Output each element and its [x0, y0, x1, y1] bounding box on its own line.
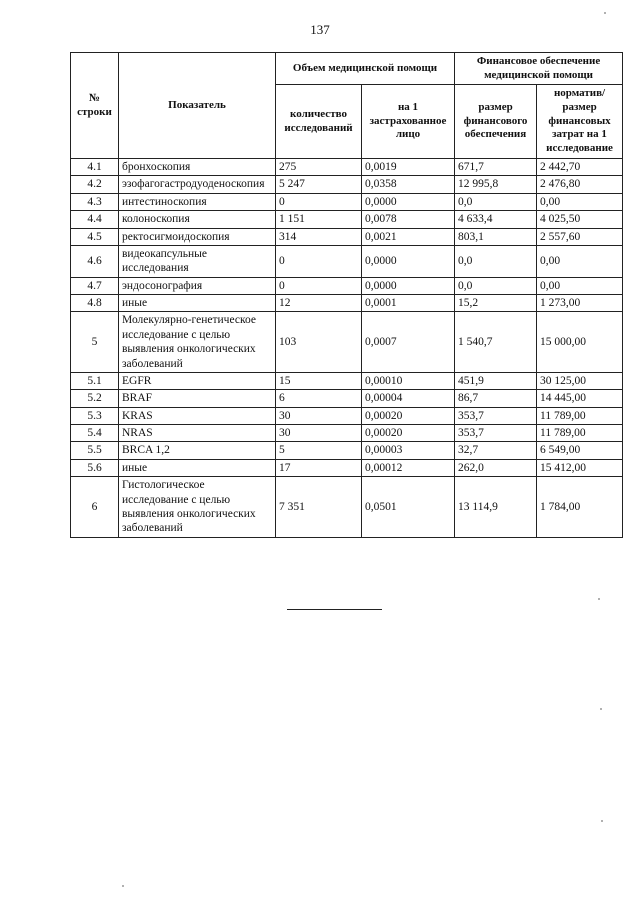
cell-indicator: BRAF	[119, 390, 276, 407]
cell-norm-cost: 0,00	[537, 193, 623, 210]
cell-row-number: 4.6	[71, 245, 119, 277]
cell-per-insured: 0,00004	[362, 390, 455, 407]
table-row	[71, 477, 623, 538]
cell-norm-cost: 14 445,00	[537, 390, 623, 407]
cell-norm-cost: 2 476,80	[537, 176, 623, 193]
cell-indicator: иные	[119, 295, 276, 312]
cell-indicator: NRAS	[119, 425, 276, 442]
cell-row-number: 6	[71, 477, 119, 538]
cell-norm-cost: 0,00	[537, 277, 623, 294]
cell-finance-size: 15,2	[455, 295, 537, 312]
cell-per-insured: 0,0000	[362, 245, 455, 277]
cell-count: 275	[276, 159, 362, 176]
table-row	[71, 442, 623, 459]
cell-per-insured: 0,00020	[362, 425, 455, 442]
cell-row-number: 5.3	[71, 407, 119, 424]
cell-row-number: 5	[71, 312, 119, 373]
cell-row-number: 4.5	[71, 228, 119, 245]
cell-indicator: Гистологическое исследование с целью выявления онкологических заболеваний	[119, 477, 276, 538]
cell-finance-size: 0,0	[455, 245, 537, 277]
cell-count: 6	[276, 390, 362, 407]
cell-row-number: 5.1	[71, 372, 119, 389]
scan-speck	[604, 12, 606, 14]
cell-norm-cost: 1 784,00	[537, 477, 623, 538]
cell-norm-cost: 4 025,50	[537, 211, 623, 228]
cell-norm-cost: 0,00	[537, 245, 623, 277]
scan-speck	[601, 820, 603, 822]
cell-indicator: иные	[119, 459, 276, 476]
header-finance-group: Финансовое обеспечение медицинской помощи	[455, 53, 623, 85]
cell-indicator: эзофагогастродуоденоскопия	[119, 176, 276, 193]
cell-indicator: колоноскопия	[119, 211, 276, 228]
scan-speck	[598, 598, 600, 600]
closing-rule	[287, 609, 382, 610]
cell-per-insured: 0,0001	[362, 295, 455, 312]
table-row	[71, 407, 623, 424]
cell-count: 0	[276, 277, 362, 294]
cell-norm-cost: 6 549,00	[537, 442, 623, 459]
cell-per-insured: 0,0021	[362, 228, 455, 245]
cell-per-insured: 0,0501	[362, 477, 455, 538]
cell-count: 5 247	[276, 176, 362, 193]
scan-speck	[122, 885, 124, 887]
header-norm-cost: норматив/размер финансовых затрат на 1 исследование	[537, 85, 623, 159]
table-row	[71, 372, 623, 389]
cell-per-insured: 0,00020	[362, 407, 455, 424]
cell-finance-size: 86,7	[455, 390, 537, 407]
cell-indicator: KRAS	[119, 407, 276, 424]
cell-row-number: 4.8	[71, 295, 119, 312]
cell-count: 17	[276, 459, 362, 476]
table-row	[71, 176, 623, 193]
cell-row-number: 5.6	[71, 459, 119, 476]
cell-indicator: BRCA 1,2	[119, 442, 276, 459]
cell-row-number: 4.7	[71, 277, 119, 294]
cell-per-insured: 0,0000	[362, 277, 455, 294]
table-row	[71, 459, 623, 476]
cell-norm-cost: 30 125,00	[537, 372, 623, 389]
cell-finance-size: 353,7	[455, 425, 537, 442]
header-row-number: № строки	[71, 53, 119, 159]
table-row	[71, 312, 623, 373]
cell-count: 30	[276, 407, 362, 424]
cell-row-number: 4.4	[71, 211, 119, 228]
table-row	[71, 295, 623, 312]
cell-count: 30	[276, 425, 362, 442]
cell-norm-cost: 11 789,00	[537, 425, 623, 442]
table-body	[71, 159, 623, 538]
table-row	[71, 228, 623, 245]
cell-count: 12	[276, 295, 362, 312]
cell-norm-cost: 15 000,00	[537, 312, 623, 373]
header-volume-group: Объем медицинской помощи	[276, 53, 455, 85]
cell-row-number: 4.3	[71, 193, 119, 210]
header-per-insured: на 1 застрахованное лицо	[362, 85, 455, 159]
cell-row-number: 5.5	[71, 442, 119, 459]
scan-speck	[600, 708, 602, 710]
medical-care-table	[70, 52, 623, 538]
cell-per-insured: 0,0078	[362, 211, 455, 228]
table-row	[71, 211, 623, 228]
table-row	[71, 193, 623, 210]
cell-finance-size: 1 540,7	[455, 312, 537, 373]
table-row	[71, 277, 623, 294]
header-count: количество исследований	[276, 85, 362, 159]
cell-count: 15	[276, 372, 362, 389]
cell-indicator: интестиноскопия	[119, 193, 276, 210]
table-row	[71, 425, 623, 442]
cell-indicator: EGFR	[119, 372, 276, 389]
table-row	[71, 390, 623, 407]
cell-norm-cost: 2 557,60	[537, 228, 623, 245]
cell-finance-size: 803,1	[455, 228, 537, 245]
cell-norm-cost: 15 412,00	[537, 459, 623, 476]
cell-count: 0	[276, 193, 362, 210]
header-finance-size: размер финансового обеспечения	[455, 85, 537, 159]
table-row	[71, 245, 623, 277]
cell-count: 1 151	[276, 211, 362, 228]
cell-indicator: бронхоскопия	[119, 159, 276, 176]
cell-finance-size: 12 995,8	[455, 176, 537, 193]
cell-per-insured: 0,0000	[362, 193, 455, 210]
cell-per-insured: 0,00012	[362, 459, 455, 476]
cell-norm-cost: 1 273,00	[537, 295, 623, 312]
cell-count: 7 351	[276, 477, 362, 538]
cell-finance-size: 13 114,9	[455, 477, 537, 538]
cell-row-number: 5.2	[71, 390, 119, 407]
cell-finance-size: 0,0	[455, 193, 537, 210]
cell-count: 103	[276, 312, 362, 373]
cell-count: 314	[276, 228, 362, 245]
cell-indicator: Молекулярно-генетическое исследование с целью выявления онкологических заболеваний	[119, 312, 276, 373]
cell-indicator: ректосигмоидоскопия	[119, 228, 276, 245]
cell-per-insured: 0,0007	[362, 312, 455, 373]
cell-per-insured: 0,0358	[362, 176, 455, 193]
cell-norm-cost: 2 442,70	[537, 159, 623, 176]
table-row	[71, 159, 623, 176]
page-number: 137	[310, 22, 330, 37]
header-indicator: Показатель	[119, 53, 276, 159]
cell-finance-size: 353,7	[455, 407, 537, 424]
cell-per-insured: 0,0019	[362, 159, 455, 176]
cell-per-insured: 0,00003	[362, 442, 455, 459]
cell-finance-size: 262,0	[455, 459, 537, 476]
cell-per-insured: 0,00010	[362, 372, 455, 389]
cell-indicator: эндосонография	[119, 277, 276, 294]
cell-finance-size: 451,9	[455, 372, 537, 389]
cell-count: 0	[276, 245, 362, 277]
cell-row-number: 4.2	[71, 176, 119, 193]
cell-count: 5	[276, 442, 362, 459]
cell-finance-size: 4 633,4	[455, 211, 537, 228]
cell-indicator: видеокапсульные исследования	[119, 245, 276, 277]
cell-finance-size: 671,7	[455, 159, 537, 176]
cell-finance-size: 0,0	[455, 277, 537, 294]
cell-finance-size: 32,7	[455, 442, 537, 459]
cell-row-number: 4.1	[71, 159, 119, 176]
cell-norm-cost: 11 789,00	[537, 407, 623, 424]
cell-row-number: 5.4	[71, 425, 119, 442]
